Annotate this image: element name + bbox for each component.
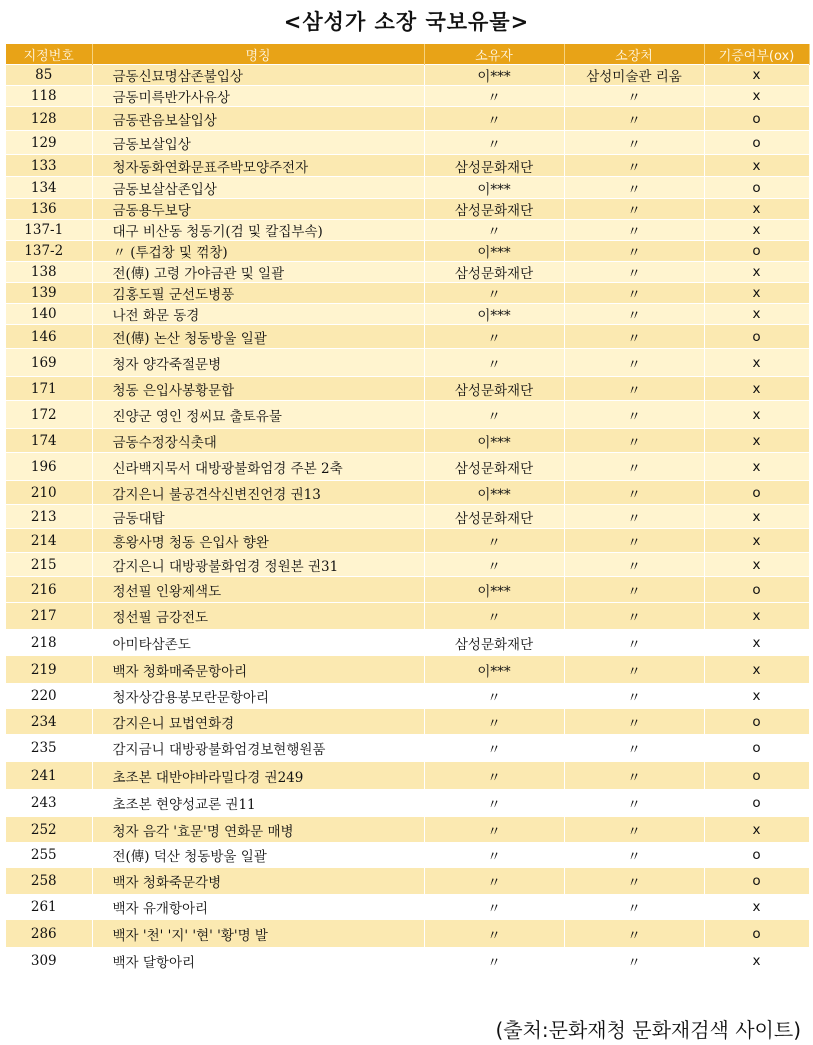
- table-row: [6, 762, 809, 790]
- cell-name: 금동용두보당: [92, 199, 424, 220]
- cell-location: 〃: [564, 401, 704, 429]
- table-row: [6, 107, 809, 131]
- cell-owner: 〃: [424, 868, 564, 895]
- cell-location: 〃: [564, 377, 704, 401]
- cell-name: 정선필 금강전도: [92, 603, 424, 630]
- cell-location: 〃: [564, 262, 704, 283]
- cell-number: 137-1: [6, 220, 92, 241]
- cell-name: 청자상감용봉모란문항아리: [92, 684, 424, 709]
- cell-owner: 〃: [424, 735, 564, 762]
- table-row: [6, 453, 809, 481]
- cell-number: 137-2: [6, 241, 92, 262]
- cell-location: 〃: [564, 895, 704, 920]
- cell-number: 243: [6, 790, 92, 817]
- cell-number: 128: [6, 107, 92, 131]
- table-row: [6, 577, 809, 603]
- cell-number: 215: [6, 553, 92, 577]
- cell-number: 133: [6, 155, 92, 177]
- cell-number: 210: [6, 481, 92, 505]
- cell-number: 234: [6, 709, 92, 735]
- cell-owner: 이***: [424, 656, 564, 684]
- cell-location: 〃: [564, 349, 704, 377]
- table-row: [6, 349, 809, 377]
- cell-owner: 삼성문화재단: [424, 630, 564, 656]
- cell-number: 146: [6, 325, 92, 349]
- cell-location: 〃: [564, 86, 704, 107]
- cell-location: 〃: [564, 762, 704, 790]
- cell-name: 정선필 인왕제색도: [92, 577, 424, 603]
- cell-location: 〃: [564, 735, 704, 762]
- cell-name: 아미타삼존도: [92, 630, 424, 656]
- cell-number: 174: [6, 429, 92, 453]
- cell-name: 금동보살입상: [92, 131, 424, 155]
- cell-location: 〃: [564, 481, 704, 505]
- cell-name: 전(傳) 논산 청동방울 일괄: [92, 325, 424, 349]
- cell-location: 〃: [564, 709, 704, 735]
- cell-owner: 〃: [424, 553, 564, 577]
- cell-donation: x: [704, 283, 809, 304]
- cell-location: 〃: [564, 529, 704, 553]
- cell-name: 감지금니 대방광불화엄경보현행원품: [92, 735, 424, 762]
- cell-number: 220: [6, 684, 92, 709]
- cell-owner: 〃: [424, 107, 564, 131]
- cell-owner: 〃: [424, 401, 564, 429]
- cell-name: 흥왕사명 청동 은입사 향완: [92, 529, 424, 553]
- cell-number: 241: [6, 762, 92, 790]
- cell-donation: o: [704, 843, 809, 868]
- cell-owner: 이***: [424, 177, 564, 199]
- cell-name: 청자 음각 '효문'명 연화문 매병: [92, 817, 424, 843]
- cell-location: 〃: [564, 155, 704, 177]
- cell-owner: 〃: [424, 790, 564, 817]
- cell-location: 〃: [564, 177, 704, 199]
- cell-donation: o: [704, 868, 809, 895]
- cell-name: 초조본 대반야바라밀다경 권249: [92, 762, 424, 790]
- cell-number: 219: [6, 656, 92, 684]
- table-row: [6, 817, 809, 843]
- cell-owner: 〃: [424, 817, 564, 843]
- cell-owner: 〃: [424, 920, 564, 948]
- cell-owner: 〃: [424, 529, 564, 553]
- cell-donation: x: [704, 656, 809, 684]
- cell-name: 백자 청화매죽문항아리: [92, 656, 424, 684]
- cell-donation: o: [704, 177, 809, 199]
- table-row: [6, 283, 809, 304]
- cell-donation: x: [704, 948, 809, 975]
- table-row: [6, 241, 809, 262]
- header-owner: 소유자: [424, 44, 564, 65]
- cell-location: 〃: [564, 241, 704, 262]
- cell-donation: o: [704, 735, 809, 762]
- cell-donation: x: [704, 453, 809, 481]
- cell-owner: 〃: [424, 843, 564, 868]
- table-row: [6, 684, 809, 709]
- cell-number: 172: [6, 401, 92, 429]
- cell-name: 전(傳) 덕산 청동방울 일괄: [92, 843, 424, 868]
- cell-location: 〃: [564, 553, 704, 577]
- cell-donation: x: [704, 529, 809, 553]
- cell-donation: x: [704, 155, 809, 177]
- cell-location: 〃: [564, 199, 704, 220]
- table-row: [6, 920, 809, 948]
- cell-donation: o: [704, 241, 809, 262]
- table-header-row: [6, 44, 809, 65]
- cell-location: 〃: [564, 817, 704, 843]
- table-row: [6, 948, 809, 975]
- cell-name: 백자 유개항아리: [92, 895, 424, 920]
- table-body: [6, 65, 809, 975]
- cell-donation: x: [704, 603, 809, 630]
- source-note: (출처:문화재청 문화재검색 사이트): [495, 1018, 801, 1042]
- cell-number: 129: [6, 131, 92, 155]
- cell-owner: 〃: [424, 684, 564, 709]
- cell-owner: 이***: [424, 429, 564, 453]
- cell-number: 196: [6, 453, 92, 481]
- cell-location: 〃: [564, 325, 704, 349]
- cell-donation: x: [704, 505, 809, 529]
- cell-donation: x: [704, 65, 809, 86]
- cell-number: 218: [6, 630, 92, 656]
- table-row: [6, 131, 809, 155]
- cell-donation: x: [704, 304, 809, 325]
- table-row: [6, 177, 809, 199]
- table-row: [6, 377, 809, 401]
- cell-donation: o: [704, 790, 809, 817]
- cell-owner: 〃: [424, 283, 564, 304]
- table-row: [6, 481, 809, 505]
- cell-number: 169: [6, 349, 92, 377]
- cell-donation: o: [704, 481, 809, 505]
- cell-owner: 〃: [424, 349, 564, 377]
- cell-donation: o: [704, 325, 809, 349]
- table-row: [6, 656, 809, 684]
- cell-number: 136: [6, 199, 92, 220]
- cell-location: 〃: [564, 948, 704, 975]
- cell-location: 삼성미술관 리움: [564, 65, 704, 86]
- header-location: 소장처: [564, 44, 704, 65]
- cell-location: 〃: [564, 656, 704, 684]
- cell-donation: x: [704, 220, 809, 241]
- cell-name: 감지은니 불공견삭신변진언경 권13: [92, 481, 424, 505]
- table-row: [6, 553, 809, 577]
- cell-number: 252: [6, 817, 92, 843]
- cell-name: 〃 (투겁창 및 꺾창): [92, 241, 424, 262]
- cell-number: 139: [6, 283, 92, 304]
- cell-owner: 이***: [424, 241, 564, 262]
- cell-donation: x: [704, 199, 809, 220]
- cell-owner: 이***: [424, 304, 564, 325]
- cell-name: 금동관음보살입상: [92, 107, 424, 131]
- cell-donation: o: [704, 107, 809, 131]
- cell-number: 171: [6, 377, 92, 401]
- cell-donation: x: [704, 262, 809, 283]
- cell-number: 235: [6, 735, 92, 762]
- table-row: [6, 220, 809, 241]
- table-row: [6, 325, 809, 349]
- cell-name: 나전 화문 동경: [92, 304, 424, 325]
- cell-owner: 〃: [424, 86, 564, 107]
- table-row: [6, 735, 809, 762]
- table-row: [6, 429, 809, 453]
- cell-name: 금동신묘명삼존불입상: [92, 65, 424, 86]
- cell-donation: o: [704, 762, 809, 790]
- table-row: [6, 843, 809, 868]
- cell-donation: x: [704, 817, 809, 843]
- cell-location: 〃: [564, 283, 704, 304]
- cell-name: 대구 비산동 청동기(검 및 칼집부속): [92, 220, 424, 241]
- cell-location: 〃: [564, 630, 704, 656]
- cell-donation: x: [704, 377, 809, 401]
- cell-owner: 〃: [424, 603, 564, 630]
- cell-name: 금동미륵반가사유상: [92, 86, 424, 107]
- cell-name: 금동보살삼존입상: [92, 177, 424, 199]
- treasure-table: [6, 44, 810, 975]
- cell-number: 214: [6, 529, 92, 553]
- table-row: [6, 86, 809, 107]
- cell-name: 백자 '천' '지' '현' '황'명 발: [92, 920, 424, 948]
- cell-donation: x: [704, 349, 809, 377]
- cell-owner: 삼성문화재단: [424, 199, 564, 220]
- table-row: [6, 155, 809, 177]
- cell-owner: 삼성문화재단: [424, 505, 564, 529]
- table-row: [6, 868, 809, 895]
- cell-owner: 삼성문화재단: [424, 262, 564, 283]
- cell-name: 진양군 영인 정씨묘 출토유물: [92, 401, 424, 429]
- cell-name: 김홍도필 군선도병풍: [92, 283, 424, 304]
- cell-donation: x: [704, 401, 809, 429]
- cell-number: 118: [6, 86, 92, 107]
- cell-location: 〃: [564, 920, 704, 948]
- cell-number: 134: [6, 177, 92, 199]
- cell-owner: 〃: [424, 895, 564, 920]
- page-title: <삼성가 소장 국보유물>: [283, 10, 530, 34]
- cell-donation: x: [704, 86, 809, 107]
- cell-donation: o: [704, 131, 809, 155]
- table-row: [6, 304, 809, 325]
- cell-location: 〃: [564, 429, 704, 453]
- cell-donation: o: [704, 920, 809, 948]
- table-row: [6, 401, 809, 429]
- cell-owner: 〃: [424, 131, 564, 155]
- cell-number: 261: [6, 895, 92, 920]
- table-row: [6, 262, 809, 283]
- table-row: [6, 603, 809, 630]
- header-donation: 기증여부(ox): [704, 44, 809, 65]
- cell-location: 〃: [564, 868, 704, 895]
- cell-name: 청자동화연화문표주박모양주전자: [92, 155, 424, 177]
- cell-location: 〃: [564, 107, 704, 131]
- table-row: [6, 529, 809, 553]
- cell-name: 백자 청화죽문각병: [92, 868, 424, 895]
- cell-donation: o: [704, 709, 809, 735]
- cell-number: 85: [6, 65, 92, 86]
- cell-number: 217: [6, 603, 92, 630]
- cell-number: 286: [6, 920, 92, 948]
- cell-number: 216: [6, 577, 92, 603]
- table-row: [6, 199, 809, 220]
- cell-name: 청동 은입사봉황문합: [92, 377, 424, 401]
- cell-name: 전(傳) 고령 가야금관 및 일괄: [92, 262, 424, 283]
- cell-owner: 이***: [424, 65, 564, 86]
- cell-location: 〃: [564, 790, 704, 817]
- cell-name: 초조본 현양성교론 권11: [92, 790, 424, 817]
- cell-location: 〃: [564, 304, 704, 325]
- cell-number: 255: [6, 843, 92, 868]
- cell-donation: x: [704, 630, 809, 656]
- cell-number: 140: [6, 304, 92, 325]
- header-name: 명칭: [92, 44, 424, 65]
- cell-owner: 〃: [424, 220, 564, 241]
- cell-owner: 삼성문화재단: [424, 155, 564, 177]
- cell-name: 금동대탑: [92, 505, 424, 529]
- header-number: 지정번호: [6, 44, 92, 65]
- cell-owner: 〃: [424, 948, 564, 975]
- cell-owner: 삼성문화재단: [424, 377, 564, 401]
- cell-number: 258: [6, 868, 92, 895]
- table-row: [6, 895, 809, 920]
- cell-number: 138: [6, 262, 92, 283]
- cell-donation: x: [704, 429, 809, 453]
- cell-name: 감지은니 대방광불화엄경 정원본 권31: [92, 553, 424, 577]
- cell-name: 금동수정장식촛대: [92, 429, 424, 453]
- table-row: [6, 65, 809, 86]
- cell-donation: x: [704, 684, 809, 709]
- table-row: [6, 709, 809, 735]
- cell-location: 〃: [564, 220, 704, 241]
- cell-owner: 이***: [424, 577, 564, 603]
- cell-location: 〃: [564, 505, 704, 529]
- cell-owner: 삼성문화재단: [424, 453, 564, 481]
- cell-name: 백자 달항아리: [92, 948, 424, 975]
- cell-name: 감지은니 묘법연화경: [92, 709, 424, 735]
- cell-location: 〃: [564, 577, 704, 603]
- table-row: [6, 790, 809, 817]
- table-row: [6, 630, 809, 656]
- cell-owner: 이***: [424, 481, 564, 505]
- cell-donation: o: [704, 577, 809, 603]
- cell-location: 〃: [564, 131, 704, 155]
- cell-donation: x: [704, 895, 809, 920]
- cell-location: 〃: [564, 603, 704, 630]
- cell-location: 〃: [564, 843, 704, 868]
- cell-location: 〃: [564, 684, 704, 709]
- cell-owner: 〃: [424, 762, 564, 790]
- cell-owner: 〃: [424, 325, 564, 349]
- table-row: [6, 505, 809, 529]
- cell-donation: x: [704, 553, 809, 577]
- cell-owner: 〃: [424, 709, 564, 735]
- cell-number: 309: [6, 948, 92, 975]
- cell-name: 청자 양각죽절문병: [92, 349, 424, 377]
- cell-location: 〃: [564, 453, 704, 481]
- cell-number: 213: [6, 505, 92, 529]
- cell-name: 신라백지묵서 대방광불화엄경 주본 2축: [92, 453, 424, 481]
